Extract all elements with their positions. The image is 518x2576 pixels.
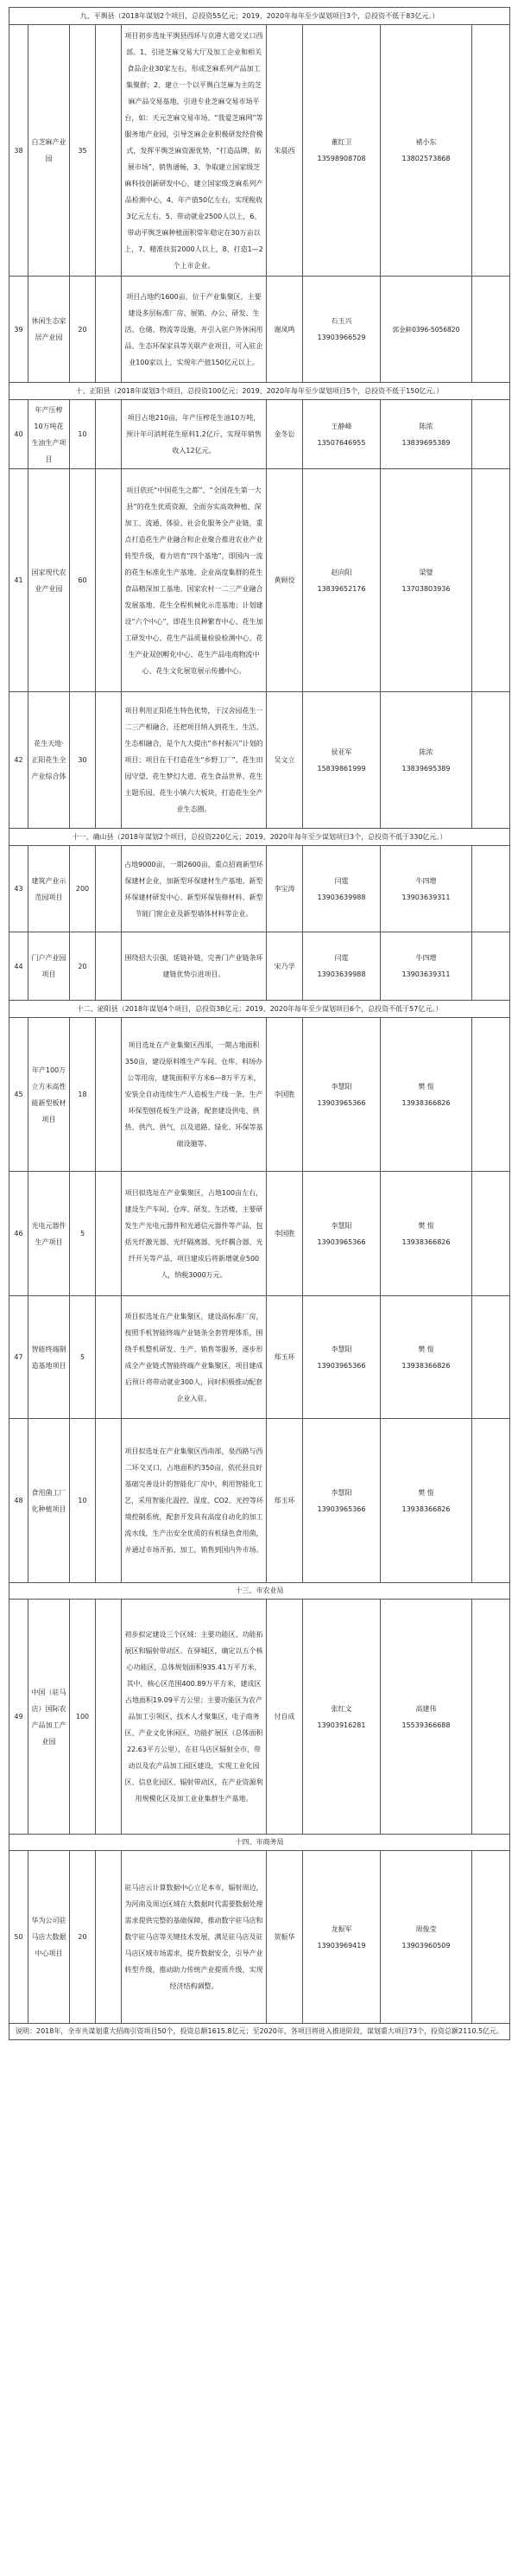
project-name: 智能终端制造基地项目 <box>28 1296 70 1419</box>
investment-amount: 5 <box>70 1172 96 1296</box>
responsible-leader: 李国胜 <box>267 1172 303 1296</box>
table-row <box>9 1419 510 1583</box>
contact-person: 李慧阳 13903965366 <box>303 1018 381 1172</box>
project-description: 驻马店云计算数据中心立足本市，辐射周边，为河南及周边区域在大数据时代需要数据处理需求提供完整的基础保障，推动数字驻马店和数字驻马店等关键技术发展，满足驻马店及驻马店区域市场需求，提升数据安全，引导产业转型升级，推动助力传统产业提质升级，实现经济结构调整。 <box>122 1851 267 2024</box>
table-row <box>9 1600 510 1835</box>
contact-person: 闫霆 13903639988 <box>303 846 381 932</box>
table-row <box>9 1018 510 1172</box>
row-number: 47 <box>9 1296 28 1419</box>
table-row <box>9 1851 510 2024</box>
table-row <box>9 692 510 829</box>
department-contact: 牛四增 13903639311 <box>381 846 472 932</box>
investment-amount: 18 <box>70 1018 96 1172</box>
table-row <box>9 1296 510 1419</box>
summary-note: 说明：2018年，全市共谋划重大招商引资项目50个，投资总额1615.8亿元；至2020年，各项目将进入推进阶段，谋划重大项目73个，投资总额2110.5亿元。 <box>9 2024 510 2040</box>
responsible-leader: 黄顾佼 <box>267 469 303 692</box>
investment-amount: 200 <box>70 846 96 932</box>
row-number: 39 <box>9 277 28 383</box>
project-name: 建筑产业示范园项目 <box>28 846 70 932</box>
department-contact: 郭金鲜0396-5056820 <box>381 277 472 383</box>
department-contact: 樊 愷 13938366826 <box>381 1296 472 1419</box>
contact-person: 董红卫 13598908708 <box>303 25 381 277</box>
section-title: 十一、确山县（2018年谋划2个项目，总投资220亿元；2019、2020年每年至少谋划项目3个，总投资不低于330亿元。） <box>9 829 510 846</box>
table-row <box>9 277 510 383</box>
row-number: 50 <box>9 1851 28 2024</box>
project-description: 项目利用正阳花生特色优势，于汉舍园花生一二三产相融合，还把项目纳入到花生、生活、生态相融合，是个九大提出“乡村振兴”计划的项目；项目在于打造花生“乡野工厂”、花生田园守望、花生梦幻大道、花生食品世界、花生主题乐园、花生小镇六大板块，打造花生全产业生态圈。 <box>122 692 267 829</box>
contact-person: 龙振军 13903969419 <box>303 1851 381 2024</box>
responsible-leader: 谢凤鸣 <box>267 277 303 383</box>
project-description: 占地9000亩，一期2600亩，重点招商新型环保建材企业，加新型环保建材生产基地、新型环保建材研发中心、新型环保装修材料、新型节能门窗企业及新型墙体材料等企业。 <box>122 846 267 932</box>
investment-amount: 100 <box>70 1600 96 1835</box>
project-name: 年产100万立方米高性能新型板材项目 <box>28 1018 70 1172</box>
project-name: 花生天地·正阳花生全产业综合体 <box>28 692 70 829</box>
project-name: 休闲生态家居产业园 <box>28 277 70 383</box>
table-row <box>9 400 510 469</box>
table-row <box>9 846 510 932</box>
responsible-leader: 宋乃学 <box>267 932 303 1001</box>
row-number: 41 <box>9 469 28 692</box>
table-row <box>9 469 510 692</box>
section-row <box>9 1001 510 1018</box>
section-row <box>9 383 510 400</box>
department-contact: 樊 愷 13938366826 <box>381 1419 472 1583</box>
row-number: 40 <box>9 400 28 469</box>
section-row <box>9 8 510 25</box>
department-contact: 牛四增 13903639311 <box>381 932 472 1001</box>
section-title: 十三、市农业局 <box>9 1583 510 1600</box>
contact-person: 闫霆 13903639988 <box>303 932 381 1001</box>
row-number: 48 <box>9 1419 28 1583</box>
section-title: 十四、市商务局 <box>9 1835 510 1851</box>
section-title: 十、正阳县（2018年谋划3个项目，总投资100亿元；2019、2020年每年至少谋划项目5个，总投资不低于150亿元。） <box>9 383 510 400</box>
contact-person: 张红文 13903916281 <box>303 1600 381 1835</box>
investment-amount: 20 <box>70 1851 96 2024</box>
contact-person: 王静峰 13507646955 <box>303 400 381 469</box>
department-contact: 陈浓 13839695389 <box>381 400 472 469</box>
project-name: 光电元器件生产项目 <box>28 1172 70 1296</box>
project-description: 项目选址在产业集聚区西部，一期占地面积350亩，建设原料堆生产车间、仓库、料场办公等用房，建筑面积平方米6—8万平方米，安装全自动连续生产人造板生产线一条，生产环保型刨花板生产设备，配套建设供电、供热、供汽、供气，以及道路、绿化、环保等基础设施等。 <box>122 1018 267 1172</box>
department-contact: 高建伟 15539366688 <box>381 1600 472 1835</box>
section-row <box>9 829 510 846</box>
contact-person: 李慧阳 13903965366 <box>303 1296 381 1419</box>
department-contact: 梁璧 13703803936 <box>381 469 472 692</box>
project-name: 国家现代农业产业园 <box>28 469 70 692</box>
contact-person: 赵向阳 13839652176 <box>303 469 381 692</box>
table-row <box>9 1172 510 1296</box>
project-name: 食用菌工厂化种植项目 <box>28 1419 70 1583</box>
project-description: 项目拟选址在产业集聚区，建设高标准厂房，按照手机智能终端产业链条全套管理体系，围绕手机整机研发、生产、销售等服务，逐步形成全产业链式智能终端产业集聚区，项目建成后预计将带动就业300人，同时积极推动配套企业入驻。 <box>122 1296 267 1419</box>
investment-amount: 60 <box>70 469 96 692</box>
contact-person: 李慧阳 13903965366 <box>303 1419 381 1583</box>
department-contact: 樊 愷 13938366826 <box>381 1172 472 1296</box>
row-number: 43 <box>9 846 28 932</box>
responsible-leader: 贺振华 <box>267 1851 303 2024</box>
section-row <box>9 1583 510 1600</box>
project-description: 项目占地约1600亩，位于产业集聚区，主要建设多层标准厂房、展销、办公、研发、生活、仓储、物流等设施，并引入驻户外休闲用品、生态环保家具等关联产业项目，可入驻企业100家以上，实现年产值150亿元以上。 <box>122 277 267 383</box>
responsible-leader: 付自成 <box>267 1600 303 1835</box>
table-row <box>9 25 510 277</box>
row-number: 49 <box>9 1600 28 1835</box>
responsible-leader: 郑玉环 <box>267 1419 303 1583</box>
responsible-leader: 李宝涛 <box>267 846 303 932</box>
responsible-leader: 金冬讼 <box>267 400 303 469</box>
project-description: 初步拟定建设三个区域：主要功能区、功能拓展区和辐射带动区。在驿城区，确定以五个核心功能区，总体规划面积935.41万平方米，其中，核心区范围400.89万平方米，建成区占地面积19.09平方公里；主要功能区为农产品加工引领区、技术人才聚集区、电子商务区、产业文化休闲区、功能扩展区（总体面积22.63平方公里），在驻马店区辐射全市，带动以及农产品加工园区建设，实现工业化园区、信息化园区、辐射带动区，在产业资源利用规模化区及加工业业集群生产基地。 <box>122 1600 267 1835</box>
investment-amount: 10 <box>70 1419 96 1583</box>
row-number: 45 <box>9 1018 28 1172</box>
responsible-leader: 朱晨西 <box>267 25 303 277</box>
table-row <box>9 932 510 1001</box>
project-description: 围绕招大引强，延链补链，完善门产业链条环建链优势引进项目。 <box>122 932 267 1001</box>
row-number: 38 <box>9 25 28 277</box>
project-description: 项目依托“中国花生之都”、“全国花生第一大县”的花生优质资源，全面夯实高效种植、深加工、流通、体验、社会化服务全产业链，重点打造花生产业融合和企业聚合推进农业产业转型升级，着力培育“四个基地”，即国内一流的花生标准化生产基地、企业高度集群的花生食品精深加工基地、国家农村一二三产业融合发展基地、花生全程机械化示范基地；计划建设“六个中心”，即花生良种繁育中心、花生加工研发中心、花生产品质量检验检测中心、花生产业双创孵化中心、花生产品电商物流中心、花生文化展览展示传播中心。 <box>122 469 267 692</box>
section-title: 九、平舆县（2018年谋划2个项目，总投资55亿元；2019、2020年每年至少谋划项目3个，总投资不低于83亿元。） <box>9 8 510 25</box>
department-contact: 樊 愷 13938366826 <box>381 1018 472 1172</box>
row-number: 46 <box>9 1172 28 1296</box>
department-contact: 周俊莹 13903960509 <box>381 1851 472 2024</box>
project-description: 项目占地210亩，年产压榨花生油10万吨，预计年可消耗花生原料1.2亿斤，实现年销售收入12亿元。 <box>122 400 267 469</box>
note-row <box>9 2024 510 2040</box>
investment-amount: 10 <box>70 400 96 469</box>
investment-amount: 20 <box>70 932 96 1001</box>
project-description: 项目拟选址在产业集聚区，占地100亩左右，建设生产车间、仓库、研发、生活楼，主要研发生产光电元器件和光通信元器件等产品，包括光纤激光器、光纤隔离器、光纤耦合器、光纤开关等产品，项目建成后将新增就业500人，纳税3000万元。 <box>122 1172 267 1296</box>
responsible-leader: 李国胜 <box>267 1018 303 1172</box>
contact-person: 李慧阳 13903965366 <box>303 1172 381 1296</box>
investment-amount: 20 <box>70 277 96 383</box>
investment-amount: 35 <box>70 25 96 277</box>
project-name: 中国（驻马店）国际农产品加工产业园 <box>28 1600 70 1835</box>
row-number: 42 <box>9 692 28 829</box>
project-name: 华为公司驻马店大数据中心项目 <box>28 1851 70 2024</box>
project-name: 门户产业园项目 <box>28 932 70 1001</box>
contact-person: 石玉兴 13903966529 <box>303 277 381 383</box>
project-table <box>9 7 510 2040</box>
responsible-leader: 吴文立 <box>267 692 303 829</box>
responsible-leader: 郑玉环 <box>267 1296 303 1419</box>
project-description: 项目初步选址平舆县西环与京港大道交叉口西部。1、引进芝麻交易大厅及加工企业和相关食品企业30家左右，形成芝麻系列产品加工集聚群；2、建立一个以平舆白芝麻为主的芝麻产品交易基地，引进专业芝麻交易市场平台，如：天元芝麻交易市场、“我爱芝麻网”等服务地产业园，引导芝麻企业积极研发经营模式，发挥平舆芝麻资源优势，“打造品牌，拓展市场”，销售通畅，3、争取建立国家级芝麻科技创新研发中心，建立国家级芝麻系列产品检测中心，4、年产值50亿左右，实现税收3亿元左右，5、带动就业2500人以上，6、带动平舆芝麻种植面积常年稳定在30万亩以上，7、精准扶贫2000人以上，8、打造1—2个上市企业。 <box>122 25 267 277</box>
row-number: 44 <box>9 932 28 1001</box>
section-title: 十二、泌阳县（2018年谋划4个项目，总投资38亿元；2019、2020年每年至少谋划项目6个，总投资不低于57亿元。） <box>9 1001 510 1018</box>
project-name: 白芝麻产业园 <box>28 25 70 277</box>
section-row <box>9 1835 510 1851</box>
project-name: 年产压榨10万吨花生油生产项目 <box>28 400 70 469</box>
contact-person: 侯亚军 15839861999 <box>303 692 381 829</box>
project-description: 项目拟选址在产业集聚区西南部，泉西路与西二环交叉口，占地面积约350亩，依托县良好基础完善设计的智能化厂房中，利用智能化工艺，采用智能化温控、湿度、CO2、光控等环境控制系统，配套开发具有高度自动化的加工流水线，生产出安全优质的有机绿色食用菌，并通过市场开拓、加工，销售到国内外市场。 <box>122 1419 267 1583</box>
investment-amount: 30 <box>70 692 96 829</box>
department-contact: 褚小东 13802573868 <box>381 25 472 277</box>
investment-amount: 5 <box>70 1296 96 1419</box>
department-contact: 陈浓 13839695389 <box>381 692 472 829</box>
